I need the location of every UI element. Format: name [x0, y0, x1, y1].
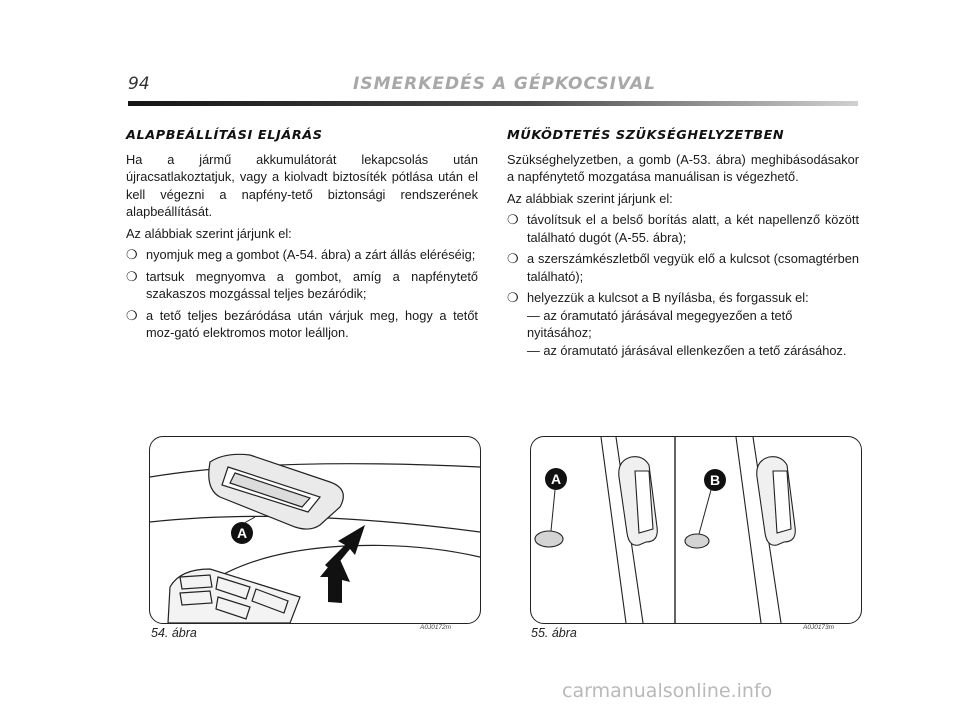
callout-a-label: A: [236, 525, 248, 541]
list-item: [507, 211, 859, 246]
list-item-text: a szerszámkészletből vegyük elő a kulcsot (csomagtérben található);: [527, 251, 859, 284]
list-item-text: a tető teljes bezáródása után várjuk meg, hogy a tetőt moz-gató elektromos motor leálljon.: [146, 307, 478, 340]
page-number: 94: [128, 74, 150, 94]
right-column: [507, 127, 859, 363]
page-header: [128, 70, 858, 110]
chapter-title: ISMERKEDÉS A GÉPKOCSIVAL: [353, 74, 656, 94]
section-title-emergency: MŰKÖDTETÉS SZÜKSÉGHELYZETBEN: [507, 128, 785, 143]
right-lead: Az alábbiak szerint járjunk el:: [507, 190, 673, 206]
list-item: [507, 289, 859, 359]
figure-55-caption: 55. ábra: [531, 626, 577, 640]
callout-a-label: A: [550, 471, 562, 487]
header-rule: [128, 101, 858, 106]
bullet-icon: ❍: [507, 251, 519, 266]
section-title-basic-setup: ALAPBEÁLLÍTÁSI ELJÁRÁS: [126, 128, 323, 143]
sunroof-button-illustration: [150, 437, 480, 623]
emergency-plug-illustration: [531, 437, 861, 623]
sub-item-close: — az óramutató járásával ellenkezően a tető zárásához.: [527, 342, 847, 358]
bullet-icon: ❍: [126, 247, 138, 262]
left-column: [126, 127, 478, 346]
list-item-text: tartsuk megnyomva a gombot, amíg a napfénytető szakaszos mozgással teljes bezáródik;: [146, 268, 478, 301]
list-item: [507, 250, 859, 285]
list-item-text: helyezzük a kulcsot a B nyílásba, és forgassuk el:: [527, 290, 809, 305]
figure-54-code: A0J0172m: [420, 624, 452, 631]
sub-item-open: — az óramutató járásával megegyezően a tető nyitásához;: [527, 307, 793, 340]
list-item: [126, 268, 478, 303]
figure-55-code: A0J0173m: [803, 624, 835, 631]
callout-b-label: B: [709, 472, 721, 488]
list-item-text: nyomjuk meg a gombot (A-54. ábra) a zárt állás eléréséig;: [146, 247, 476, 262]
bullet-icon: ❍: [126, 268, 138, 284]
figure-54: [149, 436, 481, 624]
right-step-list: [507, 211, 859, 359]
left-intro: Ha a jármű akkumulátorát lekapcsolás után újracsatlakoztatjuk, vagy a kiolvadt biztosíték pótlása után el kell végezni a napfény-tető biztonsági rendszerének alapbeállítását.: [126, 151, 478, 219]
left-step-list: [126, 246, 478, 342]
bullet-icon: ❍: [126, 307, 138, 323]
watermark: carmanualsonline.info: [562, 680, 773, 702]
list-item-text: távolítsuk el a belső borítás alatt, a két napellenző között található dugót (A-55. ábra);: [527, 212, 859, 245]
bullet-icon: ❍: [507, 212, 519, 227]
right-intro: Szükséghelyzetben, a gomb (A-53. ábra) meghibásodásakor a napfénytető mozgatása manuálisan is végezhető.: [507, 151, 859, 184]
list-item: [126, 246, 478, 264]
figure-54-caption: 54. ábra: [151, 626, 197, 640]
bullet-icon: ❍: [507, 290, 519, 305]
figure-55: [530, 436, 862, 624]
list-item: [126, 307, 478, 342]
left-lead: Az alábbiak szerint járjunk el:: [126, 225, 292, 241]
